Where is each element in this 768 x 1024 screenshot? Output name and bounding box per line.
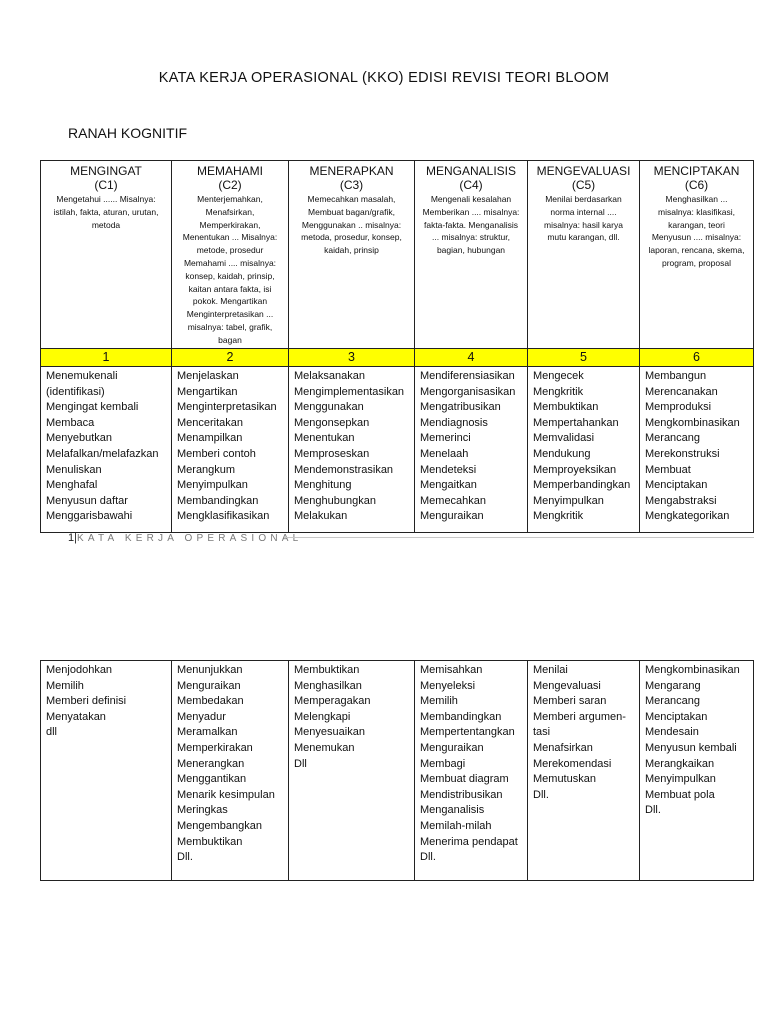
verb-item: Mengimplementasikan xyxy=(294,385,405,398)
verb-item: Memperkirakan xyxy=(177,741,253,754)
level-code: (C6) xyxy=(684,178,709,192)
verb-item: Memvalidasi xyxy=(533,432,595,445)
page-number: 1 xyxy=(68,532,75,544)
verb-item: Memecahkan xyxy=(420,494,487,507)
column-header xyxy=(289,161,415,349)
verb-item: Melaksanakan xyxy=(294,370,365,382)
verb-item: Membangun xyxy=(645,370,707,382)
verb-item: Merangkaikan xyxy=(645,757,715,770)
verb-item: Menyatakan xyxy=(46,710,106,723)
verb-item: Memberi saran xyxy=(533,695,607,708)
verb-item: Dll. xyxy=(533,788,549,801)
verb-item: Merancang xyxy=(645,695,701,708)
level-description-line: Mengenali kesalahan xyxy=(430,194,512,204)
column-number: 3 xyxy=(289,349,415,367)
verb-item: Menyadur xyxy=(177,710,226,723)
level-description-line: Menentukan ... Misalnya: xyxy=(182,232,278,243)
verb-item: Menemukan xyxy=(294,741,355,754)
verb-item: Menggantikan xyxy=(177,773,247,786)
verb-item: Menyeleksi xyxy=(420,679,476,692)
verb-item: Memberi contoh xyxy=(177,447,256,460)
verb-item: Mengecek xyxy=(533,370,584,382)
verb-item: Menyusun kembali xyxy=(645,741,737,754)
level-description-line: Menginterpretasikan ... xyxy=(186,309,274,320)
level-description-line: bagian, hubungan xyxy=(436,245,506,256)
verb-item: Menghafal xyxy=(46,479,98,492)
verb-item: Menguraikan xyxy=(420,510,484,523)
verb-item: Dll. xyxy=(177,851,193,864)
verbs-row-continued xyxy=(41,661,754,881)
column-number: 6 xyxy=(640,349,754,367)
verb-list xyxy=(528,661,640,881)
verb-item: Membaca xyxy=(46,416,95,429)
column-header xyxy=(41,161,172,349)
level-name: MENERAPKAN xyxy=(309,164,394,178)
verb-item: Merencanakan xyxy=(645,385,718,398)
level-description-line: Menggunakan .. misalnya: xyxy=(301,219,402,230)
verb-list xyxy=(172,367,289,533)
verb-item: Melafalkan/melafazkan xyxy=(46,447,159,460)
level-description-line: Menterjemahkan, xyxy=(197,194,263,204)
verb-item: Mengabstraksi xyxy=(645,494,717,507)
verb-list xyxy=(289,367,415,533)
verb-item: Menguraikan xyxy=(177,679,241,692)
level-description-line: bagan xyxy=(218,334,242,345)
verb-item: Mengkombinasikan xyxy=(645,416,740,429)
verb-item: Mengarang xyxy=(645,679,701,692)
level-name: MENGEVALUASI xyxy=(536,164,631,178)
verb-item: Menyusun daftar xyxy=(46,494,128,507)
verb-item: Menunjukkan xyxy=(177,664,243,676)
verb-item: Menghubungkan xyxy=(294,494,376,507)
verb-item: Memilah-milah xyxy=(420,819,492,832)
verb-item: Mempertahankan xyxy=(533,416,619,429)
verb-list xyxy=(640,367,754,533)
verb-item: Menerangkan xyxy=(177,757,245,770)
verb-item: (identifikasi) xyxy=(46,385,105,398)
verb-item: Mengembangkan xyxy=(177,819,263,832)
level-description-line: istilah, fakta, aturan, urutan, xyxy=(53,206,159,217)
verbs-row xyxy=(41,367,754,533)
verb-item: Memproyeksikan xyxy=(533,463,617,476)
level-description-line: Memperkirakan, xyxy=(199,219,261,230)
level-description-line: laporan, rencana, skema, xyxy=(648,245,745,256)
column-number: 5 xyxy=(528,349,640,367)
verb-item: Menciptakan xyxy=(645,710,708,723)
verb-item: Menggarisbawahi xyxy=(46,510,133,523)
level-name: MENCIPTAKAN xyxy=(653,164,740,178)
page-footer xyxy=(68,532,302,544)
level-code: (C3) xyxy=(339,178,364,192)
verb-item: Mengkritik xyxy=(533,510,584,523)
level-description-line: konsep, kaidah, prinsip, xyxy=(185,270,275,281)
verb-item: Mengartikan xyxy=(177,385,238,398)
verb-list xyxy=(289,661,415,881)
level-description-line: kaitan antara fakta, isi xyxy=(188,283,272,294)
level-description-line: metoda xyxy=(91,219,121,230)
header-row xyxy=(41,161,754,349)
verb-item: Menuliskan xyxy=(46,463,102,476)
verb-item: Memilih xyxy=(420,695,458,708)
verb-item: Membuat xyxy=(645,463,691,476)
verb-item: Memerinci xyxy=(420,432,471,445)
verb-list xyxy=(172,661,289,881)
verb-item: Memberi argumen- xyxy=(533,710,626,723)
verb-item: Menghasilkan xyxy=(294,679,362,692)
verb-list xyxy=(41,367,172,533)
verb-item: Memberi definisi xyxy=(46,695,127,708)
level-description-line: Menyusun .... misalnya: xyxy=(651,232,742,243)
level-description-line: fakta-fakta. Menganalisis xyxy=(423,219,519,230)
column-number: 4 xyxy=(415,349,528,367)
verb-item: Melengkapi xyxy=(294,710,351,723)
verb-item: Merekomendasi xyxy=(533,757,612,770)
section-title: RANAH KOGNITIF xyxy=(68,125,188,141)
verb-list xyxy=(41,661,172,881)
verb-item: Mengevaluasi xyxy=(533,679,601,692)
verb-item: dll xyxy=(46,726,58,739)
verb-item: Dll xyxy=(294,757,307,770)
column-number: 2 xyxy=(172,349,289,367)
verb-item: Menyebutkan xyxy=(46,432,113,445)
verb-item: Merangkum xyxy=(177,463,236,476)
verb-item: Menafsirkan xyxy=(533,741,593,754)
verb-item: Memilih xyxy=(46,679,84,692)
verb-item: Mendiagnosis xyxy=(420,416,488,429)
verb-item: Menemukenali xyxy=(46,370,118,382)
verb-item: Membuat diagram xyxy=(420,773,509,786)
level-code: (C1) xyxy=(94,178,118,192)
verb-item: Menghitung xyxy=(294,479,352,492)
verb-item: Memproseskan xyxy=(294,447,370,460)
column-header xyxy=(528,161,640,349)
verb-item: Membedakan xyxy=(177,695,244,708)
verb-item: Mengklasifikasikan xyxy=(177,510,270,523)
kko-table-page1 xyxy=(40,160,754,533)
verb-item: Membandingkan xyxy=(177,494,259,507)
verb-item: Mengaitkan xyxy=(420,479,477,492)
verb-list xyxy=(415,367,528,533)
verb-item: Memperbandingkan xyxy=(533,479,631,492)
level-description-line: Memecahkan masalah, xyxy=(307,194,396,204)
verb-item: Menciptakan xyxy=(645,479,708,492)
verb-item: Membagi xyxy=(420,757,466,770)
column-header xyxy=(172,161,289,349)
verb-item: Membuktikan xyxy=(177,835,243,848)
level-name: MEMAHAMI xyxy=(197,164,263,178)
level-description-line: norma internal .... xyxy=(550,206,617,217)
verb-item: Menceritakan xyxy=(177,416,244,429)
column-header xyxy=(415,161,528,349)
verb-item: Menyimpulkan xyxy=(533,494,604,507)
verb-item: Mempertentangkan xyxy=(420,726,515,739)
verb-item: Mendemonstrasikan xyxy=(294,463,394,476)
level-name: MENGANALISIS xyxy=(425,164,517,178)
verb-item: Menarik kesimpulan xyxy=(177,788,275,801)
level-description-line: karangan, teori xyxy=(668,219,725,230)
verb-item: Mengonsepkan xyxy=(294,416,370,429)
verb-item: Mengkritik xyxy=(533,385,584,398)
verb-item: Mengkategorikan xyxy=(645,510,730,523)
level-description-line: Membuat bagan/grafik, xyxy=(308,206,395,217)
verb-item: Mengingat kembali xyxy=(46,401,139,414)
level-description-line: Menafsirkan, xyxy=(205,206,255,217)
verb-item: Menguraikan xyxy=(420,741,484,754)
verb-item: Merancang xyxy=(645,432,701,445)
level-description-line: Menghasilkan ... xyxy=(665,194,728,204)
verb-item: Membandingkan xyxy=(420,710,502,723)
footer-separator: | xyxy=(74,532,77,544)
level-code: (C5) xyxy=(571,178,596,192)
verb-item: Menginterpretasikan xyxy=(177,401,277,414)
verb-item: Memutuskan xyxy=(533,773,596,786)
column-header xyxy=(640,161,754,349)
level-description-line: Memahami .... misalnya: xyxy=(183,257,277,268)
verb-item: Menggunakan xyxy=(294,401,364,414)
verb-item: Menyesuaikan xyxy=(294,726,365,739)
level-description-line: Menilai berdasarkan xyxy=(545,194,622,204)
level-description-line: metode, prosedur xyxy=(196,245,264,256)
verb-item: Mengatribusikan xyxy=(420,401,501,414)
column-number: 1 xyxy=(41,349,172,367)
verb-item: Membuktikan xyxy=(294,664,360,676)
level-description-line: mutu karangan, dll. xyxy=(547,232,620,243)
level-description-line: misalnya: klasifikasi, xyxy=(658,206,735,217)
footer-label: KATA KERJA OPERASIONAL xyxy=(76,533,303,544)
level-description-line: pokok. Mengartikan xyxy=(192,296,268,307)
level-code: (C4) xyxy=(459,178,483,192)
verb-item: Melakukan xyxy=(294,510,348,523)
verb-item: Merekonstruksi xyxy=(645,447,720,460)
verb-item: Menjelaskan xyxy=(177,370,239,382)
verb-item: Mendukung xyxy=(533,447,591,460)
verb-item: Menganalisis xyxy=(420,804,485,817)
verb-item: Mengkombinasikan xyxy=(645,664,740,676)
level-name: MENGINGAT xyxy=(70,164,142,178)
document-title: KATA KERJA OPERASIONAL (KKO) EDISI REVISI TEORI BLOOM xyxy=(158,70,610,86)
verb-item: Mendeteksi xyxy=(420,463,477,476)
level-description-line: program, proposal xyxy=(662,257,731,268)
verb-item: Mengorganisasikan xyxy=(420,385,516,398)
level-description-line: Mengetahui ...... Misalnya: xyxy=(56,194,156,204)
verb-item: Menampilkan xyxy=(177,432,243,445)
verb-item: Memproduksi xyxy=(645,401,712,414)
verb-item: Membuktikan xyxy=(533,401,599,414)
verb-item: Menentukan xyxy=(294,432,355,445)
verb-item: Mendistribusikan xyxy=(420,788,503,801)
verb-item: Mendiferensiasikan xyxy=(420,370,515,382)
verb-item: Menyimpulkan xyxy=(177,479,248,492)
kko-table-page2 xyxy=(40,660,754,881)
verb-item: Membuat pola xyxy=(645,788,715,801)
verb-item: Dll. xyxy=(420,851,436,864)
footer-divider xyxy=(284,537,754,538)
verb-list xyxy=(415,661,528,881)
verb-item: Memperagakan xyxy=(294,695,371,708)
verb-item: Mendesain xyxy=(645,726,699,739)
level-description-line: Memberikan .... misalnya: xyxy=(422,206,520,217)
verb-item: Menyimpulkan xyxy=(645,773,716,786)
verb-item: Menilai xyxy=(533,664,568,676)
level-description-line: misalnya: tabel, grafik, xyxy=(187,321,273,332)
verb-item: Menerima pendapat xyxy=(420,835,518,848)
verb-item: tasi xyxy=(533,726,551,739)
level-description-line: kaidah, prinsip xyxy=(324,245,379,256)
level-code: (C2) xyxy=(218,178,242,192)
verb-list xyxy=(528,367,640,533)
verb-item: Dll. xyxy=(645,804,661,817)
number-row xyxy=(41,349,754,367)
verb-list xyxy=(640,661,754,881)
verb-item: Menjodohkan xyxy=(46,664,113,676)
verb-item: Meringkas xyxy=(177,804,228,817)
level-description-line: ... misalnya: struktur, xyxy=(432,232,510,243)
verb-item: Memisahkan xyxy=(420,664,483,676)
level-description-line: misalnya: hasil karya xyxy=(544,219,623,230)
verb-item: Menelaah xyxy=(420,447,469,460)
verb-item: Meramalkan xyxy=(177,726,238,739)
level-description-line: metoda, prosedur, konsep, xyxy=(301,232,402,243)
